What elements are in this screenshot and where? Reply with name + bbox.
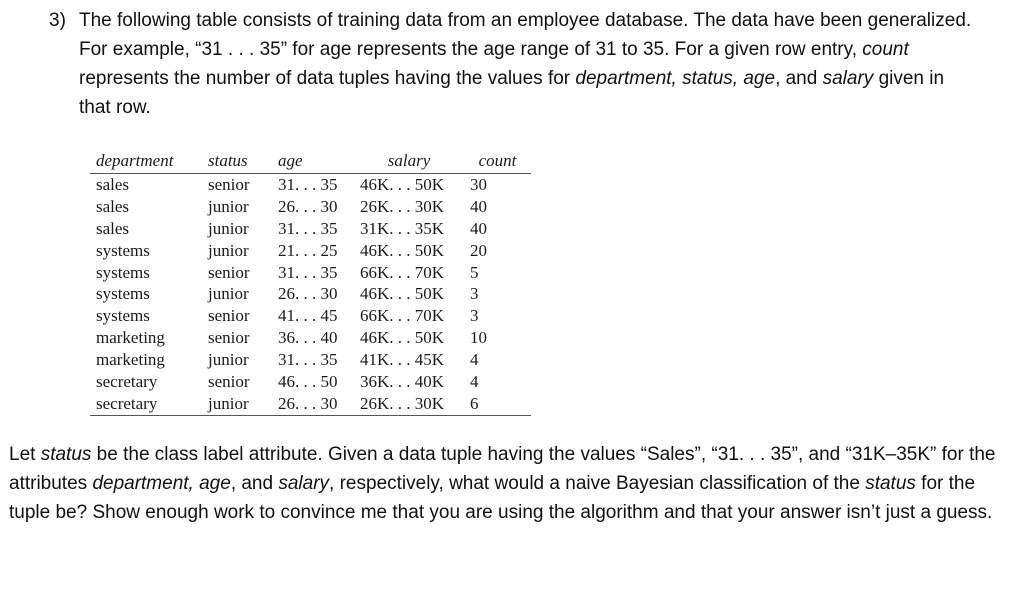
cell-age: 21. . . 25 [278, 240, 338, 260]
cell-status: senior [208, 328, 250, 348]
table-row [90, 218, 531, 240]
table-row [90, 305, 531, 327]
cell-salary: 26K. . . 30K [354, 393, 464, 415]
cell-count: 40 [470, 196, 487, 216]
cell-salary: 66K. . . 70K [360, 262, 445, 282]
table-row [90, 393, 531, 415]
cell-department: systems [96, 284, 150, 304]
cell-count: 40 [470, 218, 487, 238]
cell-count: 20 [470, 240, 487, 260]
cell-count: 3 [470, 284, 479, 304]
follow-text-1: Let [9, 444, 41, 465]
cell-department: systems [96, 240, 150, 260]
cell-age: 26. . . 30 [278, 284, 338, 304]
cell-department: sales [96, 218, 130, 238]
intro-text-5: given in that row. [79, 68, 945, 118]
cell-status: junior [208, 284, 249, 304]
cell-department: secretary [96, 371, 158, 391]
follow-text-2: be the class label attribute. Given a data tuple having the values “Sales”, “31. . . 35”, and “31K–35K” for the attributes [9, 444, 996, 494]
cell-status: senior [208, 174, 250, 194]
cell-age: 41. . . 45 [278, 306, 338, 326]
cell-status: junior [208, 240, 249, 260]
cell-status: senior [208, 262, 250, 282]
cell-age: 31. . . 35 [278, 218, 338, 238]
table-row [90, 174, 531, 196]
cell-status: senior [208, 371, 250, 391]
cell-count: 10 [470, 328, 487, 348]
intro-text-4: , and [775, 68, 823, 89]
cell-count: 3 [470, 306, 479, 326]
cell-age: 31. . . 35 [278, 174, 338, 194]
intro-dept-term: department, status, [575, 68, 739, 89]
cell-salary: 36K. . . 40K [360, 371, 445, 391]
cell-count: 30 [470, 174, 487, 194]
header-department: department [90, 150, 202, 174]
cell-count: 4 [470, 371, 479, 391]
cell-department: secretary [90, 393, 202, 415]
cell-status: junior [208, 350, 249, 370]
header-count: count [464, 150, 531, 174]
intro-salary-term: salary [822, 68, 874, 89]
table-row [90, 327, 531, 349]
follow-text-4: , respectively, what would a naive Bayesian classification of the [329, 473, 866, 494]
header-status: status [202, 150, 272, 174]
cell-count: 6 [464, 393, 531, 415]
cell-salary: 46K. . . 50K [360, 328, 445, 348]
header-salary: salary [354, 150, 464, 174]
table-row [90, 371, 531, 393]
cell-age: 46. . . 50 [278, 371, 338, 391]
cell-department: sales [96, 196, 130, 216]
intro-count-term: count [862, 39, 909, 60]
intro-text-2: represents the number of data tuples having the values for [79, 68, 576, 89]
training-data-table [90, 150, 531, 416]
intro-text-1: The following table consists of training data from an employee database. The data have been generalized. For example, “31 . . . 35” for age represents the age range of 31 to 35. For a given row entry, [79, 10, 972, 60]
cell-age: 31. . . 35 [278, 262, 338, 282]
follow-status-term: status [40, 444, 92, 465]
intro-age-term: age [743, 68, 776, 89]
table-row [90, 196, 531, 218]
question-number: 3) [49, 10, 66, 31]
cell-department: systems [96, 262, 150, 282]
cell-department: systems [96, 306, 150, 326]
cell-count: 4 [470, 350, 479, 370]
cell-status: senior [208, 306, 250, 326]
table-row [90, 262, 531, 284]
cell-age: 31. . . 35 [278, 350, 338, 370]
cell-salary: 41K. . . 45K [360, 350, 445, 370]
cell-age: 36. . . 40 [278, 328, 338, 348]
cell-salary: 31K. . . 35K [360, 218, 445, 238]
cell-age: 26. . . 30 [272, 393, 354, 415]
cell-salary: 46K. . . 50K [360, 284, 445, 304]
cell-count: 5 [470, 262, 479, 282]
follow-attrs-term: department, age [92, 473, 231, 494]
header-age: age [272, 150, 354, 174]
cell-age: 26. . . 30 [278, 196, 338, 216]
follow-text-3: , and [230, 473, 279, 494]
question-intro [79, 6, 979, 122]
cell-status: junior [202, 393, 272, 415]
cell-salary: 46K. . . 50K [360, 240, 445, 260]
cell-department: marketing [96, 350, 165, 370]
cell-status: junior [208, 218, 249, 238]
table-row [90, 283, 531, 305]
follow-status-term-2: status [865, 473, 916, 494]
cell-department: sales [96, 174, 130, 194]
cell-salary: 46K. . . 50K [360, 174, 445, 194]
table-row [90, 349, 531, 371]
follow-text-5: for the tuple be? Show enough work to convince me that you are using the algorithm and that your answer isn’t just a guess. [9, 473, 993, 523]
cell-salary: 26K. . . 30K [360, 196, 445, 216]
cell-department: marketing [96, 328, 165, 348]
follow-salary-term: salary [278, 473, 330, 494]
cell-salary: 66K. . . 70K [360, 306, 445, 326]
question-followup [9, 440, 1009, 527]
cell-status: junior [208, 196, 249, 216]
table-row [90, 240, 531, 262]
table-header-row [90, 150, 531, 174]
